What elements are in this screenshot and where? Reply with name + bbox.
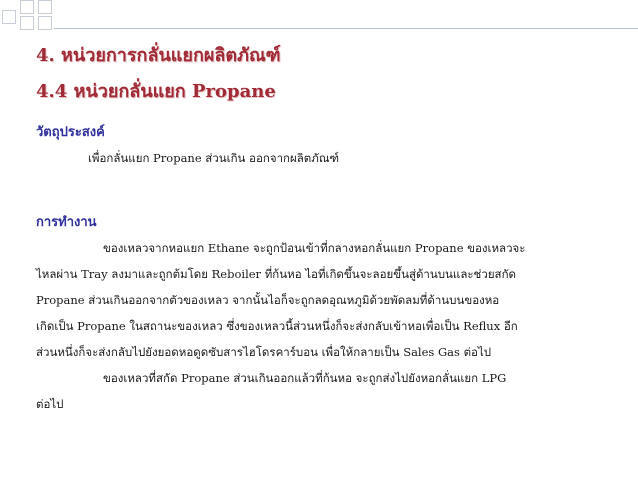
slide-title: 4. หน่วยการกลั่นแยกผลิตภัณฑ์ [36, 45, 281, 66]
header-divider [54, 28, 638, 29]
operation-line: ไหลผ่าน Tray ลงมาและถูกต้มโดย Reboiler ที่ก้นหอ ไอที่เกิดขึ้นจะลอยขึ้นสู่ด้านบนและช่วยสกัด [36, 267, 517, 281]
objective-text: เพื่อกลั่นแยก Propane ส่วนเกิน ออกจากผลิตภัณฑ์ [88, 151, 340, 165]
operation-line: เกิดเป็น Propane ในสถานะของเหลว ซึ่งของเหลวนี้ส่วนหนึ่งก็จะส่งกลับเข้าหอเพื่อเป็น Reflux อีก [36, 319, 518, 333]
operation-line: ของเหลวที่สกัด Propane ส่วนเกินออกแล้วที่ก้นหอ จะถูกส่งไปยังหอกลั่นแยก LPG [103, 371, 507, 385]
slide-subtitle: 4.4 หน่วยกลั่นแยก Propane [36, 81, 276, 102]
objective-heading: วัตถุประสงค์ [36, 125, 105, 140]
operation-line: ต่อไป [36, 397, 64, 411]
operation-line: Propane ส่วนเกินออกจากตัวของเหลว จากนั้นไอก็จะถูกลดอุณหภูมิด้วยพัดลมที่ด้านบนของหอ [36, 293, 500, 307]
operation-heading: การทำงาน [36, 215, 97, 230]
operation-line: ส่วนหนึ่งก็จะส่งกลับไปยังยอดหอดูดซับสารไฮโดรคาร์บอน เพื่อให้กลายเป็น Sales Gas ต่อไป [36, 345, 492, 359]
operation-line: ของเหลวจากหอแยก Ethane จะถูกป้อนเข้าที่กลางหอกลั่นแยก Propane ของเหลวจะ [103, 241, 526, 255]
decor-square [20, 0, 34, 14]
decor-square [38, 16, 52, 30]
decor-square [20, 16, 34, 30]
decor-square [38, 0, 52, 14]
decor-square [2, 10, 16, 24]
